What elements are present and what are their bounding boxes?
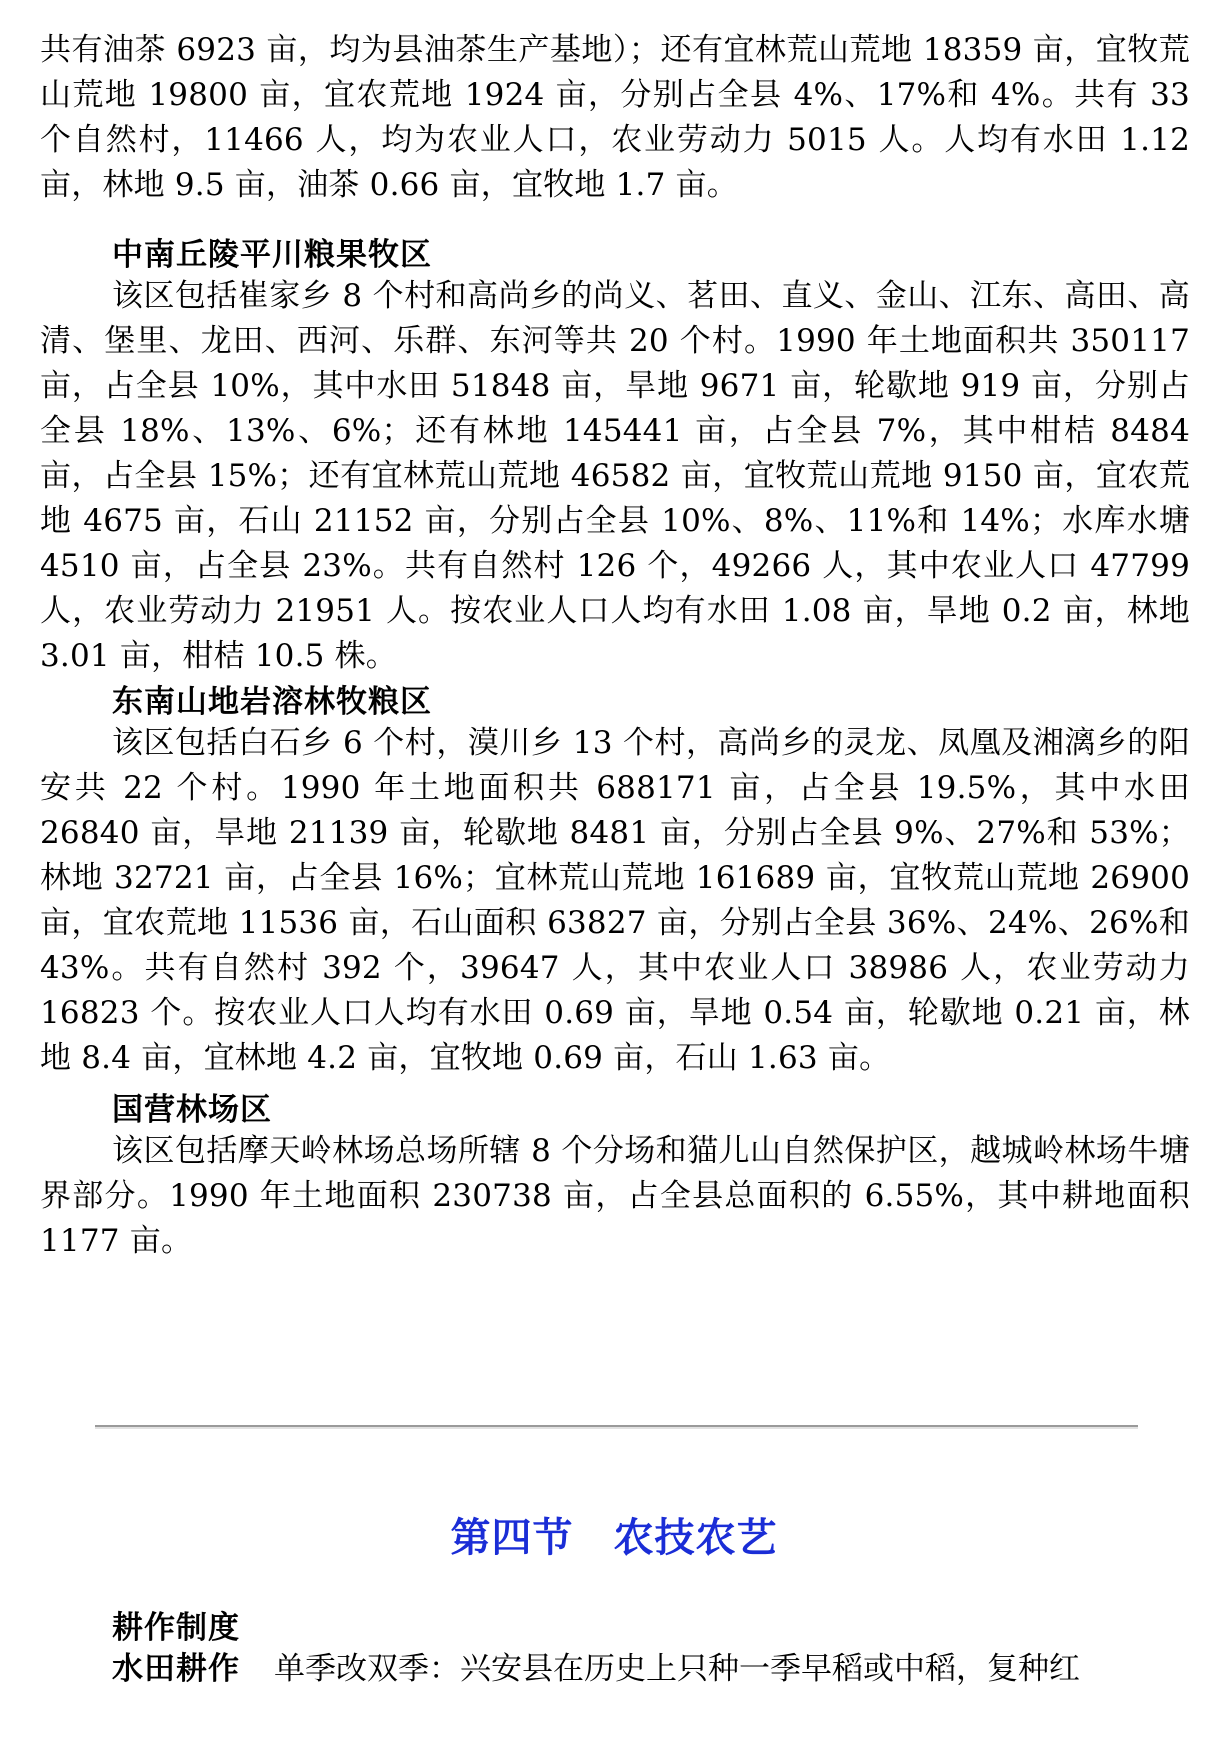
paragraph-intro-continued: 共有油茶 6923 亩，均为县油茶生产基地）；还有宜林荒山荒地 18359 亩，宜牧荒山荒地 19800 亩，宜农荒地 1924 亩，分别占全县 4%、17%和 4%。共有 33 个自然村，11466 人，均为农业人口，农业劳动力 5015 人。人均有水田 1.12 亩，林地 9.5 亩，油茶 0.66 亩，宜牧地 1.7 亩。: [40, 32, 1190, 203]
heading-state-forest-farm: 国营林场区: [112, 1092, 272, 1128]
paragraph-state-forest-farm: 该区包括摩天岭林场总场所辖 8 个分场和猫儿山自然保护区，越城岭林场牛塘界部分。1990 年土地面积 230738 亩，占全县总面积的 6.55%，其中耕地面积 1177 亩。: [40, 1133, 1190, 1259]
paragraph-southeast-karst: 该区包括白石乡 6 个村，漠川乡 13 个村，高尚乡的灵龙、凤凰及湘漓乡的阳安共 22 个村。1990 年土地面积共 688171 亩，占全县 19.5%，其中水田 26840 亩，旱地 21139 亩，轮歇地 8481 亩，分别占全县 9%、27%和 53%；林地 32721 亩，占全县 16%；宜林荒山荒地 161689 亩，宜牧荒山荒地 26900 亩，宜农荒地 11536 亩，石山面积 63827 亩，分别占全县 36%、24%、26%和 43%。共有自然村 392 个，39647 人，其中农业人口 38986 人，农业劳动力 16823 个。按农业人口人均有水田 0.69 亩，旱地 0.54 亩，轮歇地 0.21 亩，林地 8.4 亩，宜林地 4.2 亩，宜牧地 0.69 亩，石山 1.63 亩。: [40, 725, 1190, 1076]
paddy-farming-text: 单季改双季：兴安县在历史上只种一季早稻或中稻，复种红: [274, 1651, 1080, 1687]
section-title: [0, 1510, 1228, 1566]
heading-southeast-karst: 东南山地岩溶林牧粮区: [112, 684, 432, 720]
heading-central-south-hills: 中南丘陵平川粮果牧区: [112, 237, 432, 273]
paragraph-central-south-hills: 该区包括崔家乡 8 个村和高尚乡的尚义、茗田、直义、金山、江东、高田、高清、堡里、龙田、西河、乐群、东河等共 20 个村。1990 年土地面积共 350117 亩，占全县 10%，其中水田 51848 亩，旱地 9671 亩，轮歇地 919 亩，分别占全县 18%、13%、6%；还有林地 145441 亩，占全县 7%，其中柑桔 8484 亩，占全县 15%；还有宜林荒山荒地 46582 亩，宜牧荒山荒地 9150 亩，宜农荒地 4675 亩，石山 21152 亩，分别占全县 10%、8%、11%和 14%；水库水塘 4510 亩，占全县 23%。共有自然村 126 个，49266 人，其中农业人口 47799 人，农业劳动力 21951 人。按农业人口人均有水田 1.08 亩，旱地 0.2 亩，林地 3.01 亩，柑桔 10.5 株。: [40, 278, 1190, 674]
run-in-heading-paddy: 水田耕作: [112, 1651, 240, 1687]
section-divider: [95, 1425, 1138, 1429]
section-number: 第四节: [450, 1514, 574, 1561]
paragraph-paddy-farming: [112, 1647, 1190, 1692]
heading-farming-system: 耕作制度: [112, 1610, 240, 1646]
section-name: 农技农艺: [613, 1514, 778, 1561]
